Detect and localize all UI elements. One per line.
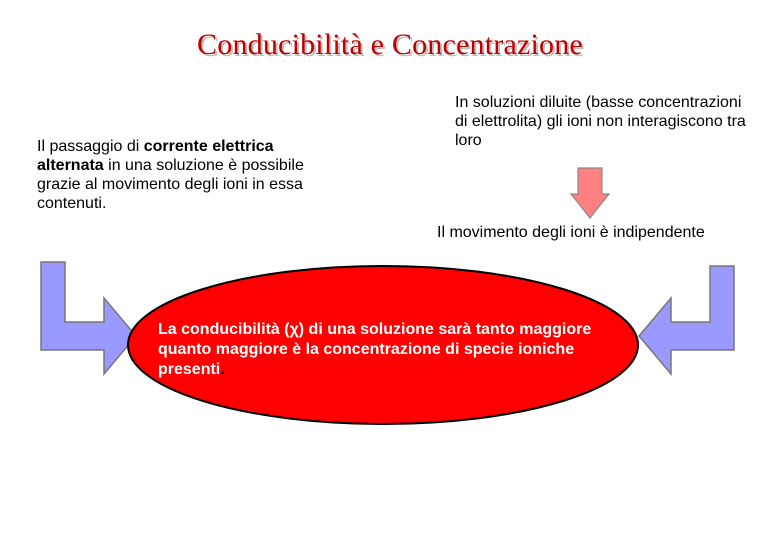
left-paragraph-end: in una soluzione è possibile grazie al movimento degli ioni in essa contenuti.: [37, 157, 304, 212]
conclusion-text: [158, 320, 608, 380]
slide-title: Conducibilità e Concentrazione: [197, 28, 583, 61]
left-paragraph-bold-1: corrente elettrica: [143, 138, 274, 155]
bent-arrow-left-icon: [38, 260, 138, 376]
right-paragraph: In soluzioni diluite (basse concentrazioni di elettrolita) gli ioni non interagiscono tra loro: [455, 94, 746, 149]
left-paragraph-start: Il passaggio di: [37, 138, 144, 155]
conclusion-sentence: La conducibilità (χ) di una soluzione sarà tanto maggiore quanto maggiore è la concentrazione di specie ioniche presenti: [158, 321, 592, 378]
bent-arrow-right-icon: [637, 264, 737, 376]
independence-statement: Il movimento degli ioni è indipendente: [437, 224, 705, 241]
left-paragraph: [37, 137, 327, 213]
left-paragraph-bold-2: alternata: [37, 157, 104, 174]
down-arrow-icon: [570, 167, 610, 219]
conclusion-period: .: [220, 361, 225, 378]
